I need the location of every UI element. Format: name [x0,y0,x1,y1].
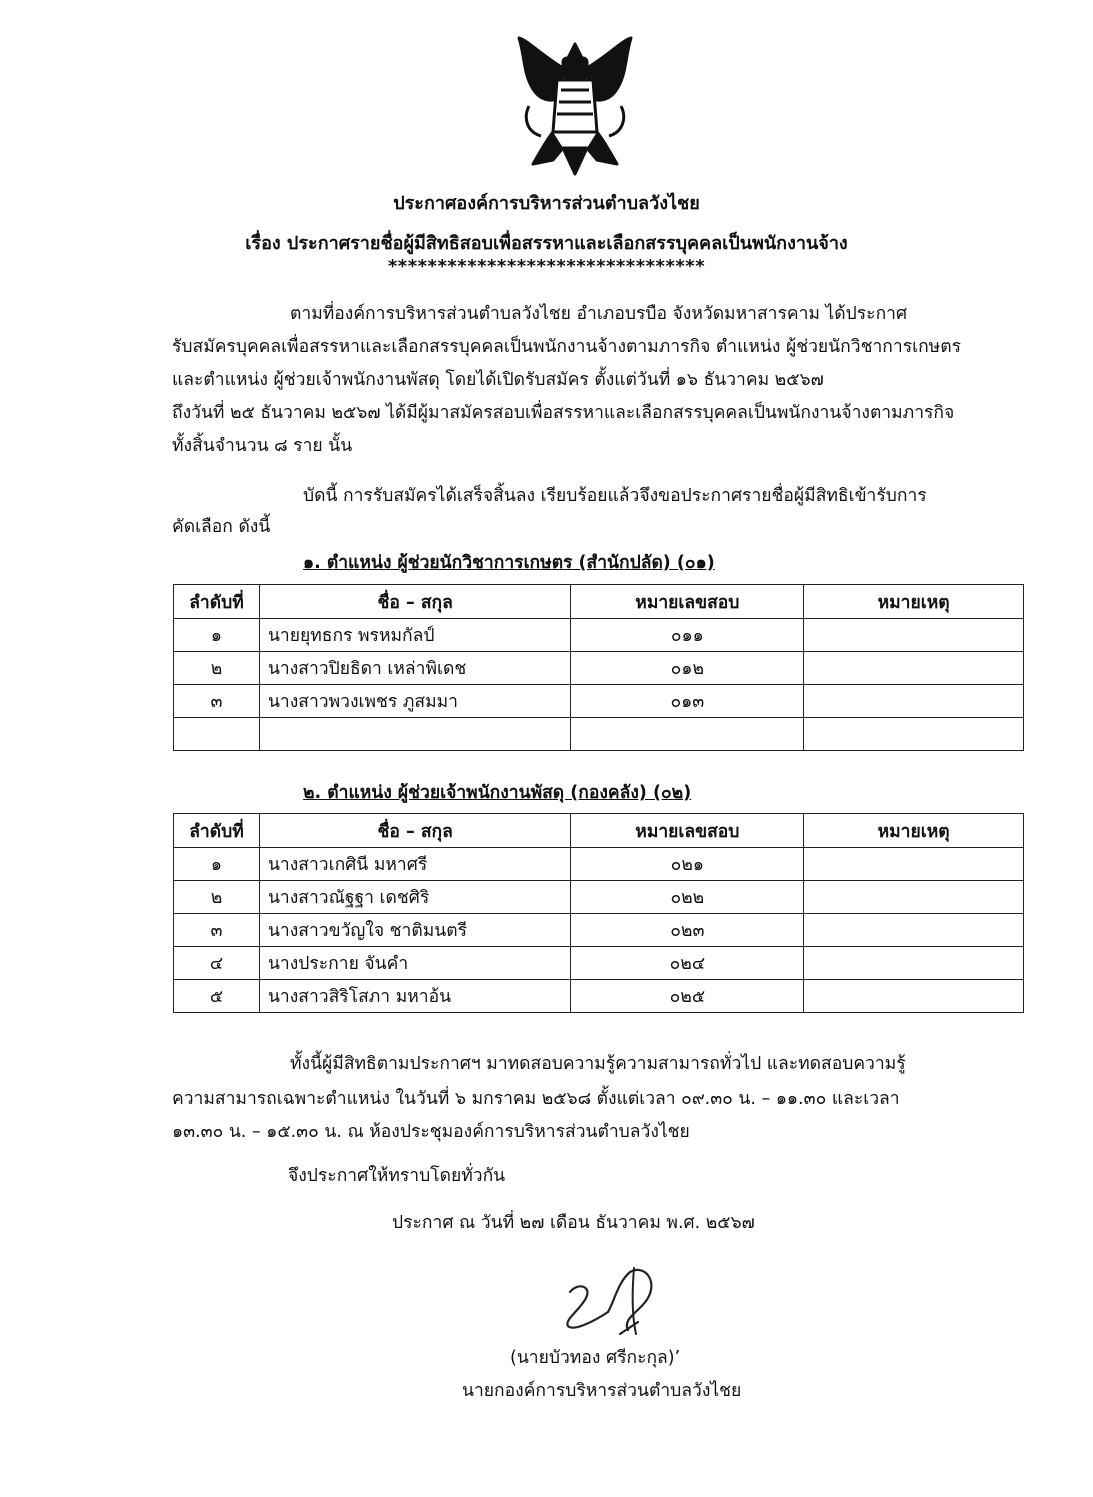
signatory-position: นายกองค์การบริหารส่วนตำบลวังไชย [462,1381,742,1401]
garuda-emblem-icon [513,36,637,178]
column-no: ลำดับที่ [174,585,260,619]
intro-line-3: และตำแหน่ง ผู้ช่วยเจ้าพนักงานพัสดุ โดยได้เปิดรับสมัคร ตั้งแต่วันที่ ๑๖ ธันวาคม ๒๕๖๗ [172,370,824,390]
table-row [174,881,1024,914]
row-no [174,718,260,751]
title-divider: ******************************** [387,256,706,277]
row-no: ๔ [174,947,260,980]
column-remark: หมายเหตุ [804,585,1024,619]
column-name: ชื่อ – สกุล [259,585,571,619]
row-no: ๒ [174,652,260,685]
row-no: ๓ [174,685,260,718]
column-exam-no: หมายเลขสอบ [571,585,804,619]
column-name: ชื่อ – สกุล [259,814,571,848]
table-row [174,619,1024,652]
row-exam-no: ๐๒๔ [571,947,804,980]
exam-info-line-1: ทั้งนี้ผู้มีสิทธิตามประกาศฯ มาทดสอบความรู้ความสามารถทั่วไป และทดสอบความรู้ [290,1054,906,1074]
column-no: ลำดับที่ [174,814,260,848]
row-remark [804,947,1024,980]
row-name [259,718,571,751]
row-remark [804,848,1024,881]
row-exam-no: ๐๑๑ [571,619,804,652]
row-exam-no: ๐๒๕ [571,980,804,1013]
row-remark [804,652,1024,685]
announcement-date: ประกาศ ณ วันที่ ๒๗ เดือน ธันวาคม พ.ศ. ๒๕๖๗ [392,1213,755,1233]
row-no: ๑ [174,619,260,652]
row-no: ๑ [174,848,260,881]
row-no: ๓ [174,914,260,947]
row-exam-no: ๐๑๒ [571,652,804,685]
row-name: นางสาวพวงเพชร ภูสมมา [259,685,571,718]
table-header-row [174,585,1024,619]
notice-line-1: บัดนี้ การรับสมัครได้เสร็จสิ้นลง เรียบร้อยแล้วจึงขอประกาศรายชื่อผู้มีสิทธิเข้ารับการ [303,486,927,506]
row-no: ๒ [174,881,260,914]
exam-info-line-2: ความสามารถเฉพาะตำแหน่ง ในวันที่ ๖ มกราคม ๒๕๖๘ ตั้งแต่เวลา ๐๙.๓๐ น. – ๑๑.๓๐ และเวลา [172,1089,900,1109]
intro-line-5: ทั้งสิ้นจำนวน ๘ ราย นั้น [172,436,353,456]
closing-line: จึงประกาศให้ทราบโดยทั่วกัน [288,1166,506,1186]
row-name: นางสาวปิยธิดา เหล่าพิเดช [259,652,571,685]
section1-table [173,584,1024,751]
notice-line-2: คัดเลือก ดังนี้ [172,517,271,537]
table-row [174,652,1024,685]
section2-heading: ๒. ตำแหน่ง ผู้ช่วยเจ้าพนักงานพัสดุ (กองคลัง) (๐๒) [303,783,692,803]
column-exam-no: หมายเลขสอบ [571,814,804,848]
row-name: นางประกาย จันคำ [259,947,571,980]
table-row [174,980,1024,1013]
table-row [174,848,1024,881]
row-name: นางสาวณัฐฐา เดชศิริ [259,881,571,914]
intro-line-1: ตามที่องค์การบริหารส่วนตำบลวังไชย อำเภอบรบือ จังหวัดมหาสารคาม ได้ประกาศ [290,304,908,324]
row-no: ๕ [174,980,260,1013]
table-row-empty [174,718,1024,751]
table-row [174,685,1024,718]
row-remark [804,685,1024,718]
row-name: นางสาวขวัญใจ ชาติมนตรี [259,914,571,947]
row-name: นางสาวสิริโสภา มหาอ้น [259,980,571,1013]
row-exam-no: ๐๒๒ [571,881,804,914]
announcement-title: ประกาศองค์การบริหารส่วนตำบลวังไชย [393,193,700,214]
row-exam-no: ๐๒๓ [571,914,804,947]
signatory-name: (นายบัวทอง ศรีกะกุล)’ [510,1348,681,1368]
row-remark [804,619,1024,652]
intro-line-2: รับสมัครบุคคลเพื่อสรรหาและเลือกสรรบุคคลเป็นพนักงานจ้างตามภารกิจ ตำแหน่ง ผู้ช่วยนักวิชาการเกษตร [172,337,961,357]
signature-image [548,1262,678,1342]
row-name: นางสาวเกศินี มหาศรี [259,848,571,881]
table-header-row [174,814,1024,848]
row-exam-no [571,718,804,751]
section1-heading: ๑. ตำแหน่ง ผู้ช่วยนักวิชาการเกษตร (สำนักปลัด) (๐๑) [303,553,715,573]
intro-line-4: ถึงวันที่ ๒๕ ธันวาคม ๒๕๖๗ ได้มีผู้มาสมัครสอบเพื่อสรรหาและเลือกสรรบุคคลเป็นพนักงานจ้างตามภารกิจ [172,403,955,423]
section2-table [173,813,1024,1013]
row-remark [804,980,1024,1013]
row-name: นายยุทธกร พรหมกัลป์ [259,619,571,652]
row-exam-no: ๐๑๓ [571,685,804,718]
column-remark: หมายเหตุ [804,814,1024,848]
exam-info-line-3: ๑๓.๓๐ น. – ๑๕.๓๐ น. ณ ห้องประชุมองค์การบริหารส่วนตำบลวังไชย [172,1122,690,1142]
row-remark [804,881,1024,914]
row-exam-no: ๐๒๑ [571,848,804,881]
table-row [174,914,1024,947]
announcement-subject: เรื่อง ประกาศรายชื่อผู้มีสิทธิสอบเพื่อสรรหาและเลือกสรรบุคคลเป็นพนักงานจ้าง [245,233,848,254]
row-remark [804,718,1024,751]
row-remark [804,914,1024,947]
table-row [174,947,1024,980]
